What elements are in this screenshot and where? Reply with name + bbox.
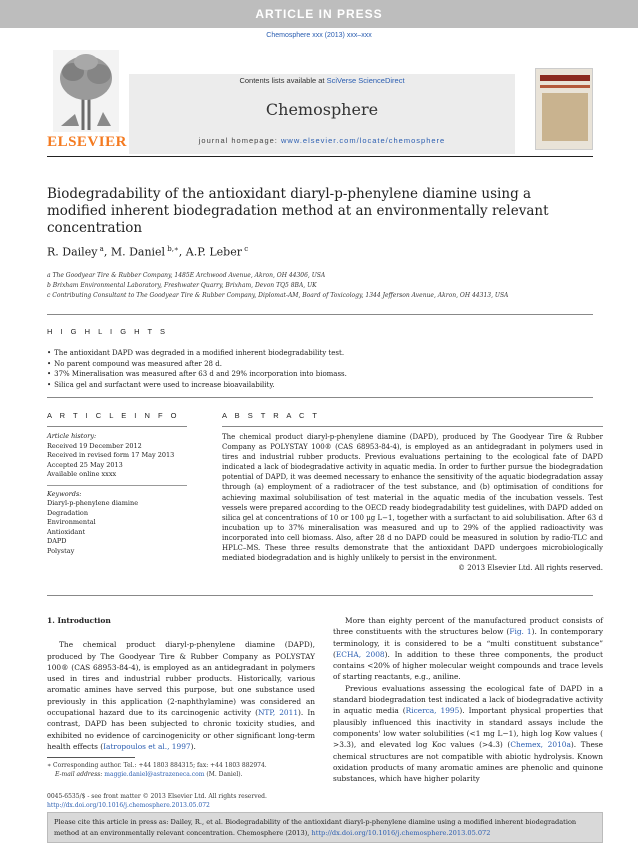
- doi-link[interactable]: http://dx.doi.org/10.1016/j.chemosphere.2013.05.072: [47, 802, 210, 809]
- citation-box: [47, 812, 603, 843]
- highlights-heading: H I G H L I G H T S: [47, 327, 169, 336]
- abstract-body: [222, 432, 603, 573]
- journal-citation-link[interactable]: Chemosphere xxx (2013) xxx–xxx: [266, 32, 372, 39]
- abstract-heading-rule: [222, 426, 603, 427]
- homepage-link[interactable]: www.elsevier.com/locate/chemosphere: [280, 136, 446, 145]
- author-affiliation-mark[interactable]: a: [99, 245, 104, 253]
- sciencedirect-link[interactable]: SciVerse ScienceDirect: [326, 76, 405, 85]
- email-suffix: (M. Daniel).: [204, 771, 243, 778]
- cover-image: [542, 93, 588, 141]
- body-column-right: [333, 615, 603, 784]
- keyword-item: Diaryl-p-phenylene diamine: [47, 499, 139, 507]
- info-separator: [47, 485, 187, 486]
- keyword-item: DAPD: [47, 537, 67, 545]
- journal-cover-thumbnail[interactable]: [535, 68, 593, 150]
- homepage-prefix: journal homepage:: [198, 136, 281, 145]
- paragraph-text: The chemical product diaryl-p-phenylene diamine (DAPD), produced by The Goodyear Tire & Rubber Company as POLYSTAY 100® (CAS 68953-84-4), is employed as an antidegradant in polymers used in tires and industrial rubber products. Historically, various aromatic amines have served this purpose, but one substance used previously in this application (2-naphthylamine) was considered an occupational hazard due to its carcinogenic activity (: [47, 640, 315, 718]
- body-paragraph: [47, 639, 315, 752]
- footnote-rule: [47, 757, 135, 758]
- citation-doi-link[interactable]: http://dx.doi.org/10.1016/j.chemosphere.2013.05.072: [311, 828, 491, 837]
- footnote-contact: ∗ Corresponding author. Tel.: +44 1803 884315; fax: +44 1803 882974.: [47, 762, 267, 769]
- abstract-text: The chemical product diaryl-p-phenylene diamine (DAPD), produced by The Goodyear Tire & Rubber Company as POLYSTAY 100® (CAS 68953-84-4), is employed as an antidegradant in polymers used in tires and industrial rubber products. Previous evaluations pertaining to the ecological fate of DAPD indicated a lack of biodegradative activity in aquatic media. In order to further pursue the biodegradation potential of DAPD, it was deemed necessary to enhance the sensitivity of the aquatic biodegradation assay through (a) employment of a radiotracer of the test substance, and (b) optimisation of conditions for achieving maximal solubilisation of test material in the aquatic media of the incubation vessels. Test vessels were prepared according to the OECD ready biodegradability test guidelines, with DAPD added on silica gel at concentrations of 10 or 100 µg L−1, together with a surfactant to aid solubilisation. After 63 d incubation up to 37% mineralisation was measured and up to 29% of the applied radioactivity was incorporated into cell biomass. Also, after 28 d no DAPD could be measured in solution by radio-TLC and HPLC–MS. These three results demonstrate that the antioxidant DAPD undergoes microbiologically mediated biodegradation and is highly unlikely to persist in the environment.: [222, 433, 603, 563]
- history-item: Available online xxxx: [47, 470, 117, 478]
- keywords-label: Keywords:: [47, 489, 82, 498]
- journal-name: Chemosphere: [265, 100, 379, 119]
- affiliations: [47, 271, 607, 301]
- highlight-item: • The antioxidant DAPD was degraded in a modified inherent biodegradability test.: [47, 348, 593, 359]
- author-name[interactable]: R. Dailey: [47, 245, 98, 259]
- history-item: Received in revised form 17 May 2013: [47, 451, 175, 459]
- cover-title-bar: [540, 75, 590, 81]
- keyword-item: Polystay: [47, 546, 75, 555]
- issn-line: 0045-6535/$ - see front matter © 2013 Elsevier Ltd. All rights reserved.: [47, 793, 267, 800]
- publisher-name: ELSEVIER: [47, 134, 127, 150]
- article-info-heading: A R T I C L E I N F O: [47, 411, 180, 420]
- abstract-copyright: © 2013 Elsevier Ltd. All rights reserved.: [458, 564, 603, 573]
- body-column-left: [47, 615, 315, 752]
- paragraph-text: ). These chemical structures are not compatible with abiotic hydrolysis. Known oxidation products of many aromatic amines are phenolic and quinone substances, which have higher polarity: [333, 740, 604, 784]
- journal-homepage-line: [129, 136, 515, 145]
- highlight-item: • No parent compound was measured after 28 d.: [47, 359, 593, 370]
- email-label: E-mail address:: [55, 771, 105, 778]
- author-affiliation-mark[interactable]: c: [244, 245, 249, 253]
- highlights-list: [47, 348, 593, 390]
- author-name[interactable]: M. Daniel: [110, 245, 166, 259]
- reference-link[interactable]: ECHA, 2008: [335, 649, 385, 659]
- paragraph-text: More than eighty percent of the manufactured product consists of three constituents with the structures below (: [333, 616, 603, 637]
- body-top-rule: [47, 595, 593, 596]
- body-paragraph: [333, 683, 603, 785]
- author-list: R. Dailey $^a$, M. Daniel $^{b,∗}$, A.P. Leber $^c$: [47, 245, 249, 259]
- paragraph-text: ). Important physical properties that plausibly influenced this inactivity in standard assays include the components' low water solubilities (<1 mg L−1), high log Kow values ( >3.3), and elevated log Koc values (>4.3) (: [333, 706, 603, 750]
- paragraph-text: ). In addition to these three components, the product contains <20% of higher molecular weight compounds and trace levels of starting reactants, e.g., aniline.: [333, 649, 603, 682]
- highlight-item: • Silica gel and surfactant were used to increase bioavailability.: [47, 380, 593, 391]
- highlight-item: • 37% Mineralisation was measured after 63 d and 29% incorporation into biomass.: [47, 369, 593, 380]
- paragraph-text: Previous evaluations assessing the ecological fate of DAPD in a standard biodegradation test indicated a lack of biodegradative activity in aquatic media (: [333, 683, 603, 716]
- article-info-panel: [47, 432, 187, 556]
- paragraph-text: ). In contemporary terminology, it is considered to be a “multi constituent substance” (: [333, 627, 604, 659]
- author-affiliation-mark[interactable]: b,∗: [167, 245, 179, 253]
- reference-link[interactable]: NTP, 2011: [257, 708, 299, 718]
- journal-masthead: [47, 46, 593, 154]
- section-heading-introduction: 1. Introduction: [47, 616, 111, 625]
- paragraph-text: ).: [190, 741, 196, 751]
- reference-link[interactable]: Ricerca, 1995: [405, 706, 460, 716]
- article-in-press-banner: [0, 0, 638, 28]
- info-heading-rule: [47, 426, 187, 427]
- info-top-rule: [47, 397, 593, 398]
- abstract-heading: A B S T R A C T: [222, 411, 320, 420]
- reference-link[interactable]: Chemex, 2010a: [510, 740, 571, 750]
- contents-prefix: Contents lists available at: [239, 76, 327, 85]
- contents-available-line: [129, 76, 515, 85]
- elsevier-tree-icon: [53, 50, 119, 132]
- body-paragraph: [333, 615, 603, 683]
- article-meta: [47, 792, 347, 810]
- affiliation-item: a The Goodyear Tire & Rubber Company, 1485E Archwood Avenue, Akron, OH 44306, USA: [47, 272, 326, 279]
- corresponding-author-footnote: [47, 761, 315, 779]
- figure-link[interactable]: Fig. 1: [509, 627, 532, 637]
- author-name[interactable]: A.P. Leber: [185, 245, 242, 259]
- keyword-item: Antioxidant: [47, 527, 86, 536]
- keyword-item: Degradation: [47, 508, 89, 517]
- masthead-rule: [47, 156, 593, 157]
- cover-band: [540, 85, 590, 88]
- history-label: Article history:: [47, 432, 97, 440]
- history-item: Received 19 December 2012: [47, 441, 142, 450]
- keyword-item: Environmental: [47, 518, 96, 526]
- history-item: Accepted 25 May 2013: [47, 460, 123, 469]
- highlights-top-rule: [47, 314, 593, 315]
- banner-text: ARTICLE IN PRESS: [255, 7, 383, 21]
- article-title: Biodegradability of the antioxidant diaryl-p-phenylene diamine using a modified inherent biodegradation method at an environmentally relevant concentration: [47, 186, 549, 236]
- affiliation-item: b Brixham Environmental Laboratory, Freshwater Quarry, Brixham, Devon TQ5 8BA, UK: [47, 282, 317, 289]
- paragraph-text: ). In contrast, DAPD has been subjected to chronic toxicity studies, and exhibited no evidence of carcinogenicity or other significant long-term health effects (: [47, 708, 315, 751]
- email-link[interactable]: maggie.daniel@astrazeneca.com: [104, 771, 205, 778]
- reference-link[interactable]: Iatropoulos et al., 1997: [103, 741, 191, 751]
- footnote-email-line: [47, 770, 315, 779]
- elsevier-logo[interactable]: [47, 46, 127, 154]
- citation-text: Please cite this article in press as: Dailey, R., et al. Biodegradability of the antioxidant diaryl-p-phenylene diamine using a modified inherent biodegradation method at an environmentally relevant concentration. Chemosphere (2013),: [54, 818, 577, 837]
- affiliation-item: c Contributing Consultant to The Goodyear Tire & Rubber Company, Diplomat-AM, Board of Toxicology, 1344 Jefferson Avenue, Akron, OH 44313, USA: [47, 292, 509, 299]
